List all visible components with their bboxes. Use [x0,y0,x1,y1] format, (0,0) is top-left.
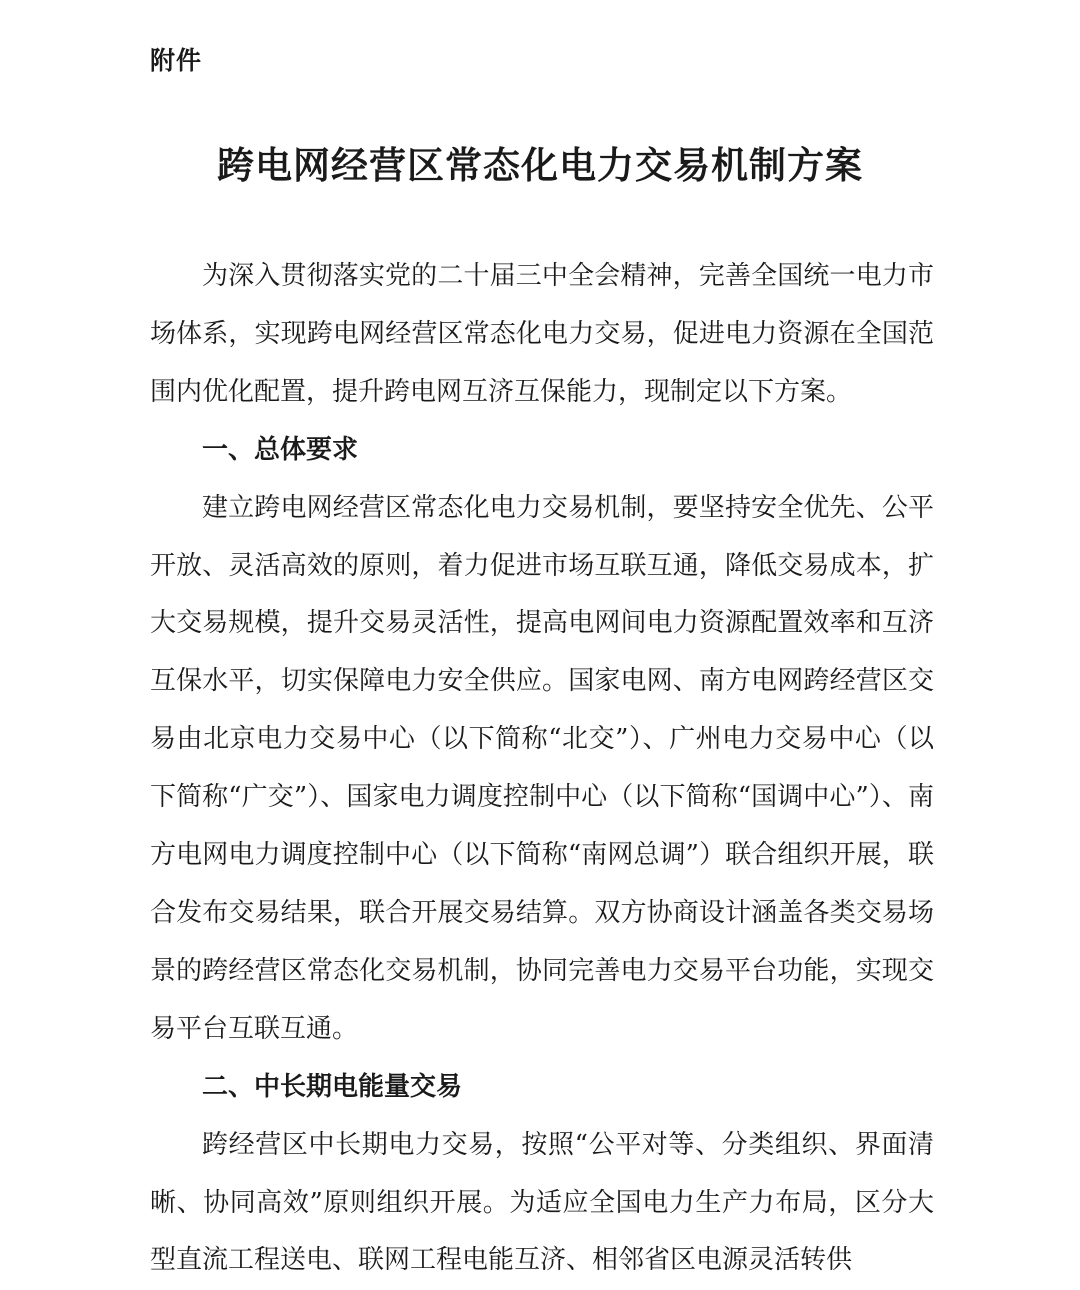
section-heading-general-requirements: 一、总体要求 [202,434,359,465]
document-body [150,248,934,1290]
section-paragraph-medium-long-term-trading: 跨经营区中长期电力交易，按照“公平对等、分类组织、界面清晰、协同高效”原则组织开展。为适应全国电力生产力布局，区分大型直流工程送电、联网工程电能互济、相邻省区电源灵活转供 [150,1129,934,1276]
section-paragraph-general-requirements: 建立跨电网经营区常态化电力交易机制，要坚持安全优先、公平开放、灵活高效的原则，着力促进市场互联互通，降低交易成本，扩大交易规模，提升交易灵活性，提高电网间电力资源配置效率和互济互保水平，切实保障电力安全供应。国家电网、南方电网跨经营区交易由北京电力交易中心（以下简称“北交”）、广州电力交易中心（以下简称“广交”）、国家电力调度控制中心（以下简称“国调中心”）、南方电网电力调度控制中心（以下简称“南网总调”）联合组织开展，联合发布交易结果，联合开展交易结算。双方协商设计涵盖各类交易场景的跨经营区常态化交易机制，协同完善电力交易平台功能，实现交易平台互联互通。 [150,492,934,1044]
attachment-label: 附件 [150,46,203,75]
document-title: 跨电网经营区常态化电力交易机制方案 [217,143,863,187]
section-heading-medium-long-term-trading: 二、中长期电能量交易 [202,1071,463,1102]
intro-paragraph: 为深入贯彻落实党的二十届三中全会精神，完善全国统一电力市场体系，实现跨电网经营区常态化电力交易，促进电力资源在全国范围内优化配置，提升跨电网互济互保能力，现制定以下方案。 [150,261,934,407]
